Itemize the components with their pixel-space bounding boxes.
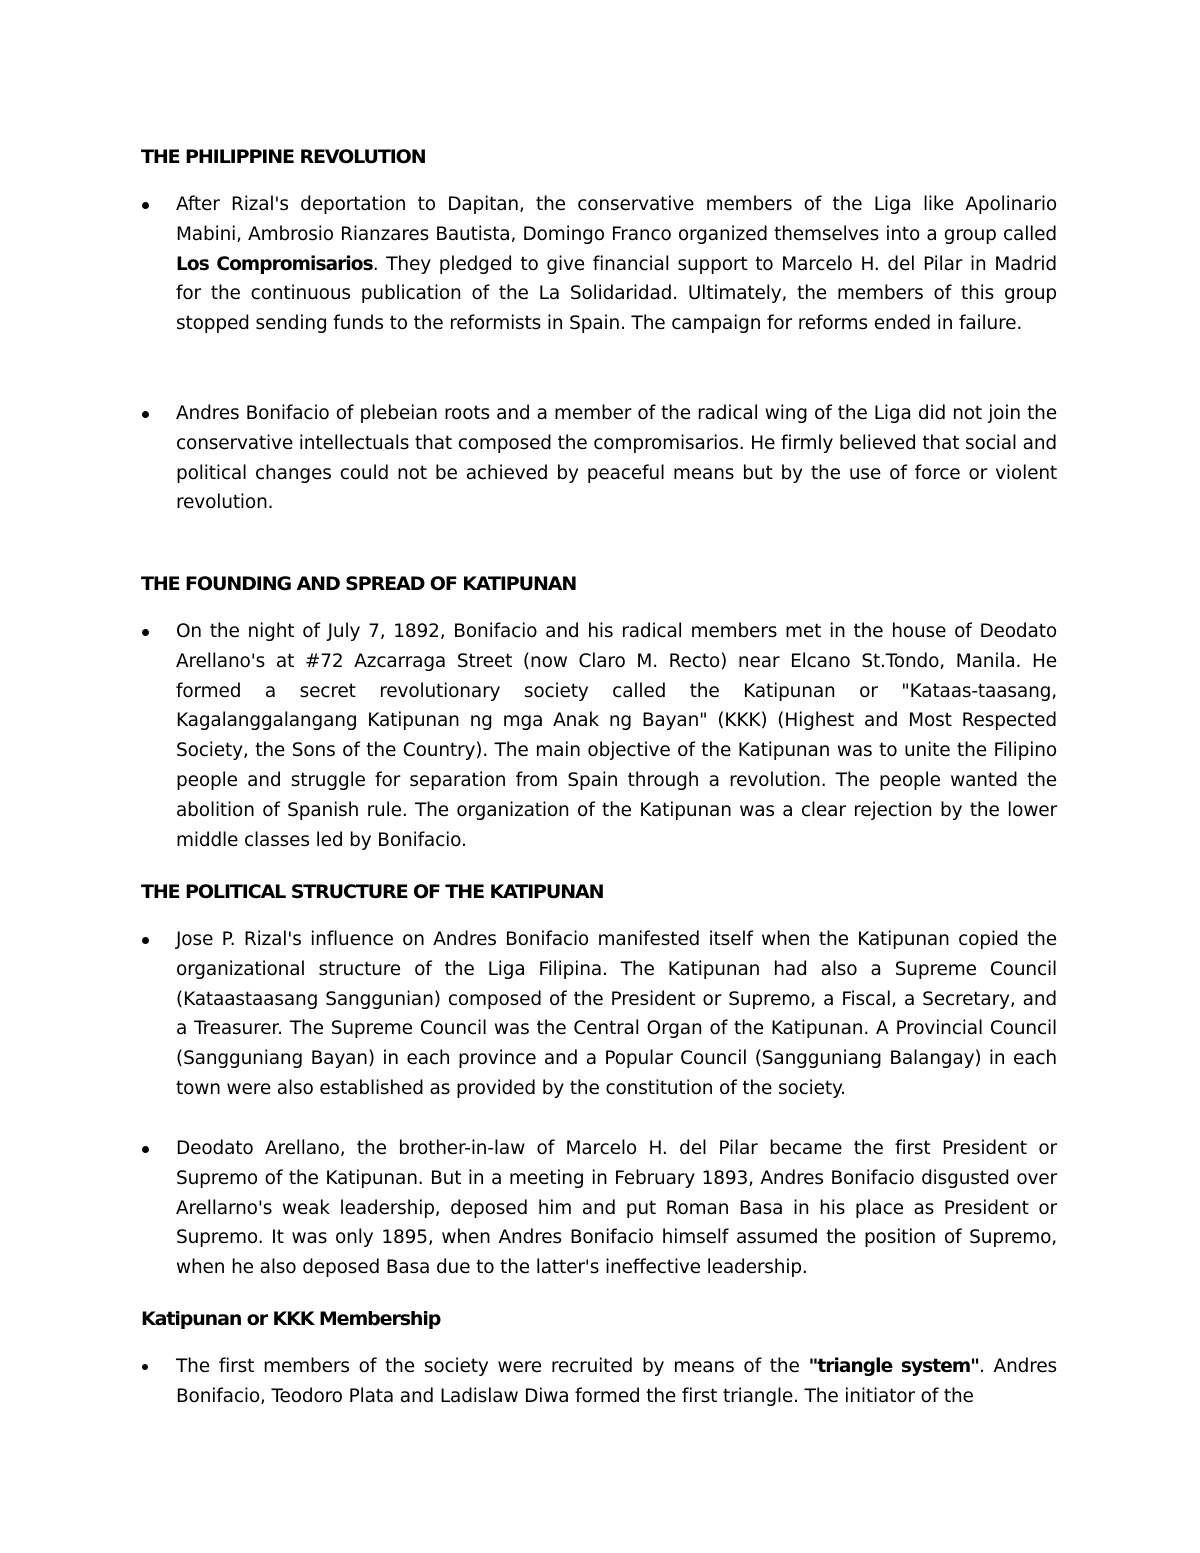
- bullet-icon: [142, 1364, 148, 1370]
- section-heading-political-structure: THE POLITICAL STRUCTURE OF THE KATIPUNAN: [141, 881, 604, 903]
- bullet-list-philippine-revolution: [141, 190, 1057, 339]
- bullet-list-founding-katipunan: [141, 617, 1057, 855]
- section-heading-kkk-membership: Katipunan or KKK Membership: [141, 1308, 441, 1330]
- bullet-icon: [142, 411, 149, 418]
- bullet-list-kkk-membership: [141, 1352, 1057, 1412]
- bullet-list-arellano: [141, 1134, 1057, 1283]
- list-item: [141, 617, 1057, 855]
- list-item: [141, 190, 1057, 339]
- bullet-list-political-structure: [141, 925, 1057, 1104]
- list-item-text: Andres Bonifacio of plebeian roots and a member of the radical wing of the Liga did not join the conservative intellectuals that composed the compromisarios. He firmly believed that social and political changes could not be achieved by peaceful means but by the use of force or violent revolution.: [176, 403, 1057, 514]
- list-item-text: On the night of July 7, 1892, Bonifacio and his radical members met in the house of Deodato Arellano's at #72 Azcarraga Street (now Claro M. Recto) near Elcano St.Tondo, Manila. He formed a secret revolutionary society called the Katipunan or "Kataas-taasang, Kagalanggalangang Katipunan ng mga Anak ng Bayan" (KKK) (Highest and Most Respected Society, the Sons of the Country). The main objective of the Katipunan was to unite the Filipino people and struggle for separation from Spain through a revolution. The people wanted the abolition of Spanish rule. The organization of the Katipunan was a clear rejection by the lower middle classes led by Bonifacio.: [176, 621, 1057, 851]
- bullet-list-bonifacio: [141, 399, 1057, 518]
- list-item-text: Jose P. Rizal's influence on Andres Bonifacio manifested itself when the Katipunan copied the organizational structure of the Liga Filipina. The Katipunan had also a Supreme Council (Kataastaasang Sanggunian) composed of the President or Supremo, a Fiscal, a Secretary, and a Treasurer. The Supreme Council was the Central Organ of the Katipunan. A Provincial Council (Sangguniang Bayan) in each province and a Popular Council (Sangguniang Balangay) in each town were also established as provided by the constitution of the society.: [176, 929, 1057, 1099]
- section-heading-founding-katipunan: THE FOUNDING AND SPREAD OF KATIPUNAN: [141, 573, 577, 595]
- list-item-text-before: After Rizal's deportation to Dapitan, the conservative members of the Liga like Apolinario Mabini, Ambrosio Rianzares Bautista, Domingo Franco organized themselves into a group called: [176, 194, 1057, 245]
- section-heading-philippine-revolution: THE PHILIPPINE REVOLUTION: [141, 146, 426, 168]
- triangle-system-term: "triangle system": [808, 1356, 979, 1377]
- list-item-text-after: . They pledged to give financial support to Marcelo H. del Pilar in Madrid for the continuous publication of the La Solidaridad. Ultimately, the members of this group stopped sending funds to the reformists in Spain. The campaign for reforms ended in failure.: [176, 253, 1057, 335]
- list-item-text-before: The first members of the society were recruited by means of the: [176, 1356, 809, 1377]
- bullet-icon: [142, 202, 149, 209]
- list-item: [141, 399, 1057, 518]
- list-item-text-after: . Andres Bonifacio, Teodoro Plata and Ladislaw Diwa formed the first triangle. The initiator of the: [176, 1356, 1058, 1407]
- bullet-icon: [142, 1146, 149, 1153]
- list-item-text: Deodato Arellano, the brother-in-law of Marcelo H. del Pilar became the first President or Supremo of the Katipunan. But in a meeting in February 1893, Andres Bonifacio disgusted over Arellarno's weak leadership, deposed him and put Roman Basa in his place as President or Supremo. It was only 1895, when Andres Bonifacio himself assumed the position of Supremo, when he also deposed Basa due to the latter's ineffective leadership.: [176, 1138, 1057, 1279]
- list-item: [141, 925, 1057, 1104]
- list-item: [141, 1134, 1057, 1283]
- bullet-icon: [142, 937, 149, 944]
- list-item: [141, 1352, 1057, 1412]
- los-compromisarios-term: Los Compromisarios: [176, 253, 373, 275]
- bullet-icon: [142, 629, 149, 636]
